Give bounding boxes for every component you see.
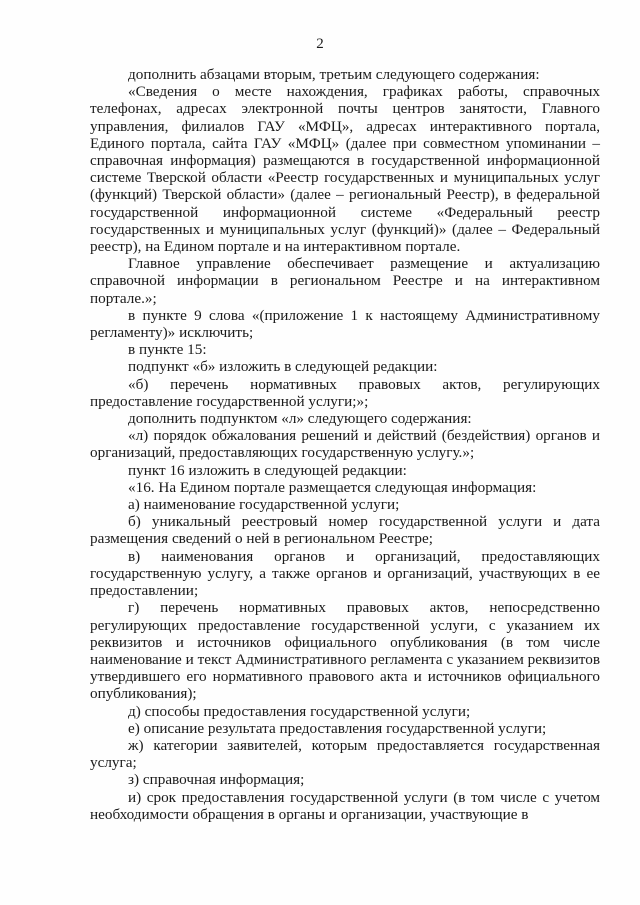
list-item-g: г) перечень нормативных правовых актов, непосредственно регулирующих предоставление государственной услуги, с указанием их реквизитов и источников официального опубликования (в том числе наименование и текст Административного регламента с указанием реквизитов утвердившего его нормативного правового акта и источников официального опубликования); xyxy=(90,599,600,703)
paragraph-subpoint-b-intro: подпункт «б» изложить в следующей редакции: xyxy=(128,358,438,376)
paragraph-subpoint-l: «л) порядок обжалования решений и действий (бездействия) органов и организаций, предоставляющих государственную услугу.»; xyxy=(90,427,600,462)
paragraph-intro: дополнить абзацами вторым, третьим следующего содержания: xyxy=(128,66,540,83)
paragraph-point-16: «16. На Едином портале размещается следующая информация: xyxy=(128,478,537,496)
paragraph-main-directorate: Главное управление обеспечивает размещение и актуализацию справочной информации в региональном Реестре и на интерактивном портале.»; xyxy=(90,255,600,307)
list-item-z: з) справочная информация; xyxy=(128,771,305,789)
paragraph-subpoint-l-intro: дополнить подпунктом «л» следующего содержания: xyxy=(128,410,472,428)
document-body xyxy=(90,66,600,823)
paragraph-subpoint-b: «б) перечень нормативных правовых актов, регулирующих предоставление государственной услуги;»; xyxy=(90,375,600,410)
paragraph-reference-info: «Сведения о месте нахождения, графиках работы, справочных телефонах, адресах электронной почты центров занятости, Главного управления, филиалов ГАУ «МФЦ», адресах интерактивного портала, Единого портала, сайта ГАУ «МФЦ» (далее при совместном упоминании – справочная информация) размещаются в государственной информационной системе Тверской области «Реестр государственных и муниципальных услуг (функций) Тверской области» (далее – региональный Реестр), в федеральной государственной информационной системе «Федеральный реестр государственных и муниципальных услуг (функций)» (далее – Федеральный реестр), на Едином портале и на интерактивном портале. xyxy=(90,83,600,256)
list-item-b: б) уникальный реестровый номер государственной услуги и дата размещения сведений о ней в региональном Реестре; xyxy=(90,513,600,548)
list-item-a: а) наименование государственной услуги; xyxy=(128,496,400,514)
paragraph-point-15: в пункте 15: xyxy=(128,341,207,359)
list-item-v: в) наименования органов и организаций, предоставляющих государственную услугу, а также органов и организаций, участвующих в ее предоставлении; xyxy=(90,547,600,600)
list-item-e: е) описание результата предоставления государственной услуги; xyxy=(128,719,547,737)
list-item-zh: ж) категории заявителей, которым предоставляется государственная услуга; xyxy=(90,736,600,772)
paragraph-point-9: в пункте 9 слова «(приложение 1 к настоящему Административному регламенту)» исключить; xyxy=(90,306,600,342)
list-item-i: и) срок предоставления государственной услуги (в том числе с учетом необходимости обращения в органы и организации, участвующие в xyxy=(90,788,600,823)
list-item-d: д) способы предоставления государственной услуги; xyxy=(128,702,471,720)
page-number: 2 xyxy=(316,36,324,52)
paragraph-point-16-intro: пункт 16 изложить в следующей редакции: xyxy=(128,461,407,479)
